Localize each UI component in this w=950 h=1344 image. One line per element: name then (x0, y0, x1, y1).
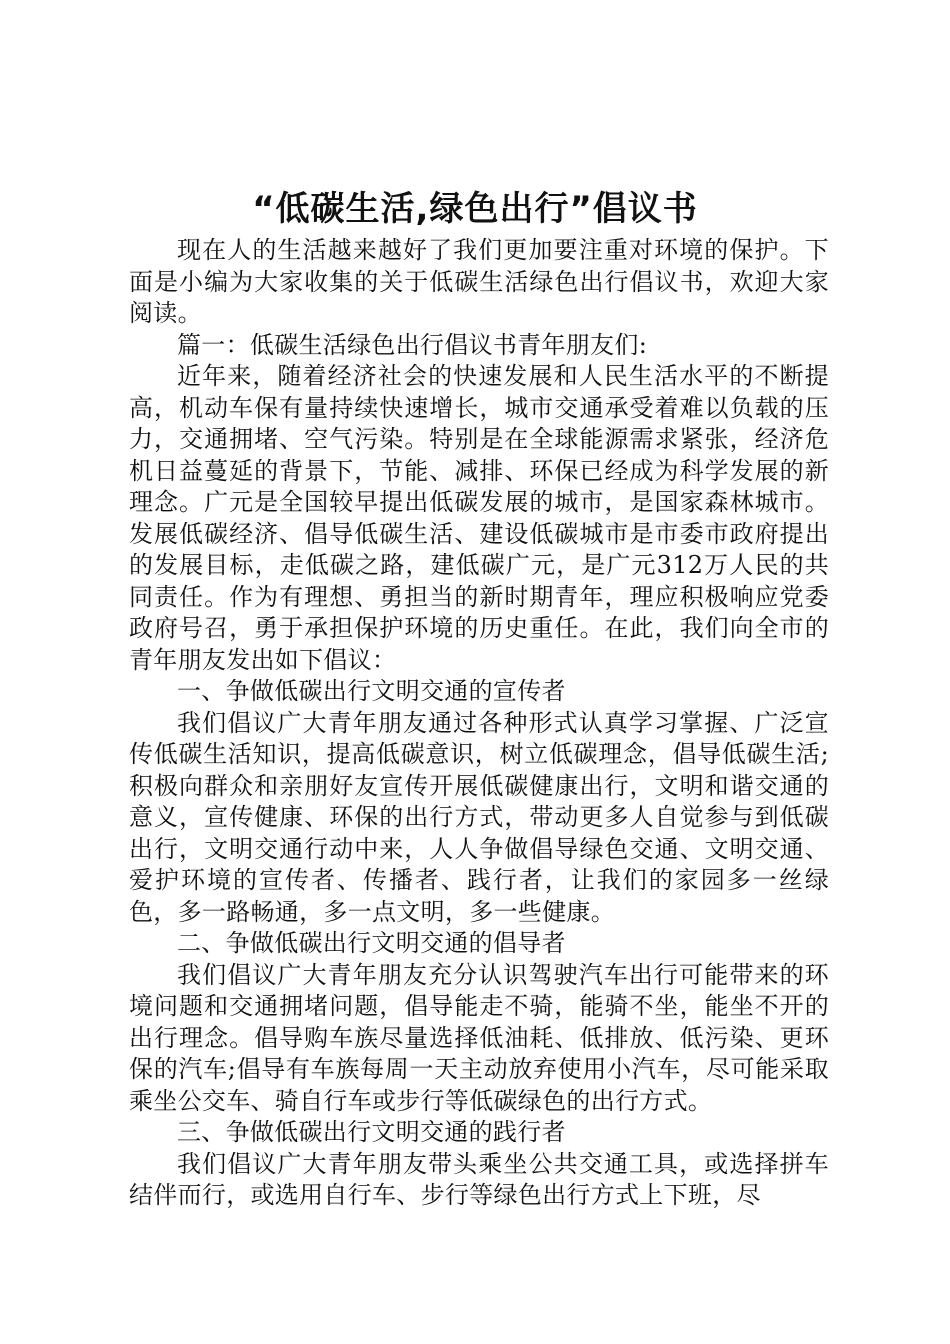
intro-paragraph: 现在人的生活越来越好了我们更加要注重对环境的保护。下面是小编为大家收集的关于低碳生活绿色出行倡议书，欢迎大家阅读。 (129, 236, 829, 327)
section-heading-part-one: 篇一：低碳生活绿色出行倡议书青年朋友们: (177, 330, 648, 359)
proposal-paragraph-2: 我们倡议广大青年朋友充分认识驾驶汽车出行可能带来的环境问题和交通拥堵问题，倡导能走不骑，能骑不坐，能坐不开的出行理念。倡导购车族尽量选择低油耗、低排放、低污染、更环保的汽车;倡导有车族每周一天主动放弃使用小汽车，尽可能采取乘坐公交车、骑自行车或步行等低碳绿色的出行方式。 (129, 960, 829, 1115)
document-title: “低碳生活,绿色出行”倡议书 (252, 189, 698, 229)
proposal-paragraph-3: 我们倡议广大青年朋友带头乘坐公共交通工具，或选择拼车结伴而行，或选用自行车、步行等绿色出行方式上下班，尽 (129, 1149, 829, 1209)
proposal-paragraph-1: 我们倡议广大青年朋友通过各种形式认真学习掌握、广泛宣传低碳生活知识，提高低碳意识，树立低碳理念，倡导低碳生活;积极向群众和亲朋好友宣传开展低碳健康出行，文明和谐交通的意义，宣传健康、环保的出行方式，带动更多人自觉参与到低碳出行，文明交通行动中来，人人争做倡导绿色交通、文明交通、爱护环境的宣传者、传播者、践行者，让我们的家园多一丝绿色，多一路畅通，多一点文明，多一些健康。 (129, 708, 829, 926)
proposal-heading-3: 三、争做低碳出行文明交通的践行者 (177, 1118, 566, 1146)
document-body (129, 235, 829, 1212)
proposal-heading-2: 二、争做低碳出行文明交通的倡导者 (177, 929, 566, 957)
proposal-heading-1: 一、争做低碳出行文明交通的宣传者 (177, 677, 566, 705)
background-paragraph: 近年来，随着经济社会的快速发展和人民生活水平的不断提高，机动车保有量持续快速增长，城市交通承受着难以负载的压力，交通拥堵、空气污染。特别是在全球能源需求紧张，经济危机日益蔓延的背景下，节能、减排、环保已经成为科学发展的新理念。广元是全国较早提出低碳发展的城市，是国家森林城市。发展低碳经济、倡导低碳生活、建设低碳城市是市委市政府提出的发展目标，走低碳之路，建低碳广元，是广元312万人民的共同责任。作为有理想、勇担当的新时期青年，理应积极响应党委政府号召，勇于承担保护环境的历史重任。在此，我们向全市的青年朋友发出如下倡议： (129, 362, 829, 674)
